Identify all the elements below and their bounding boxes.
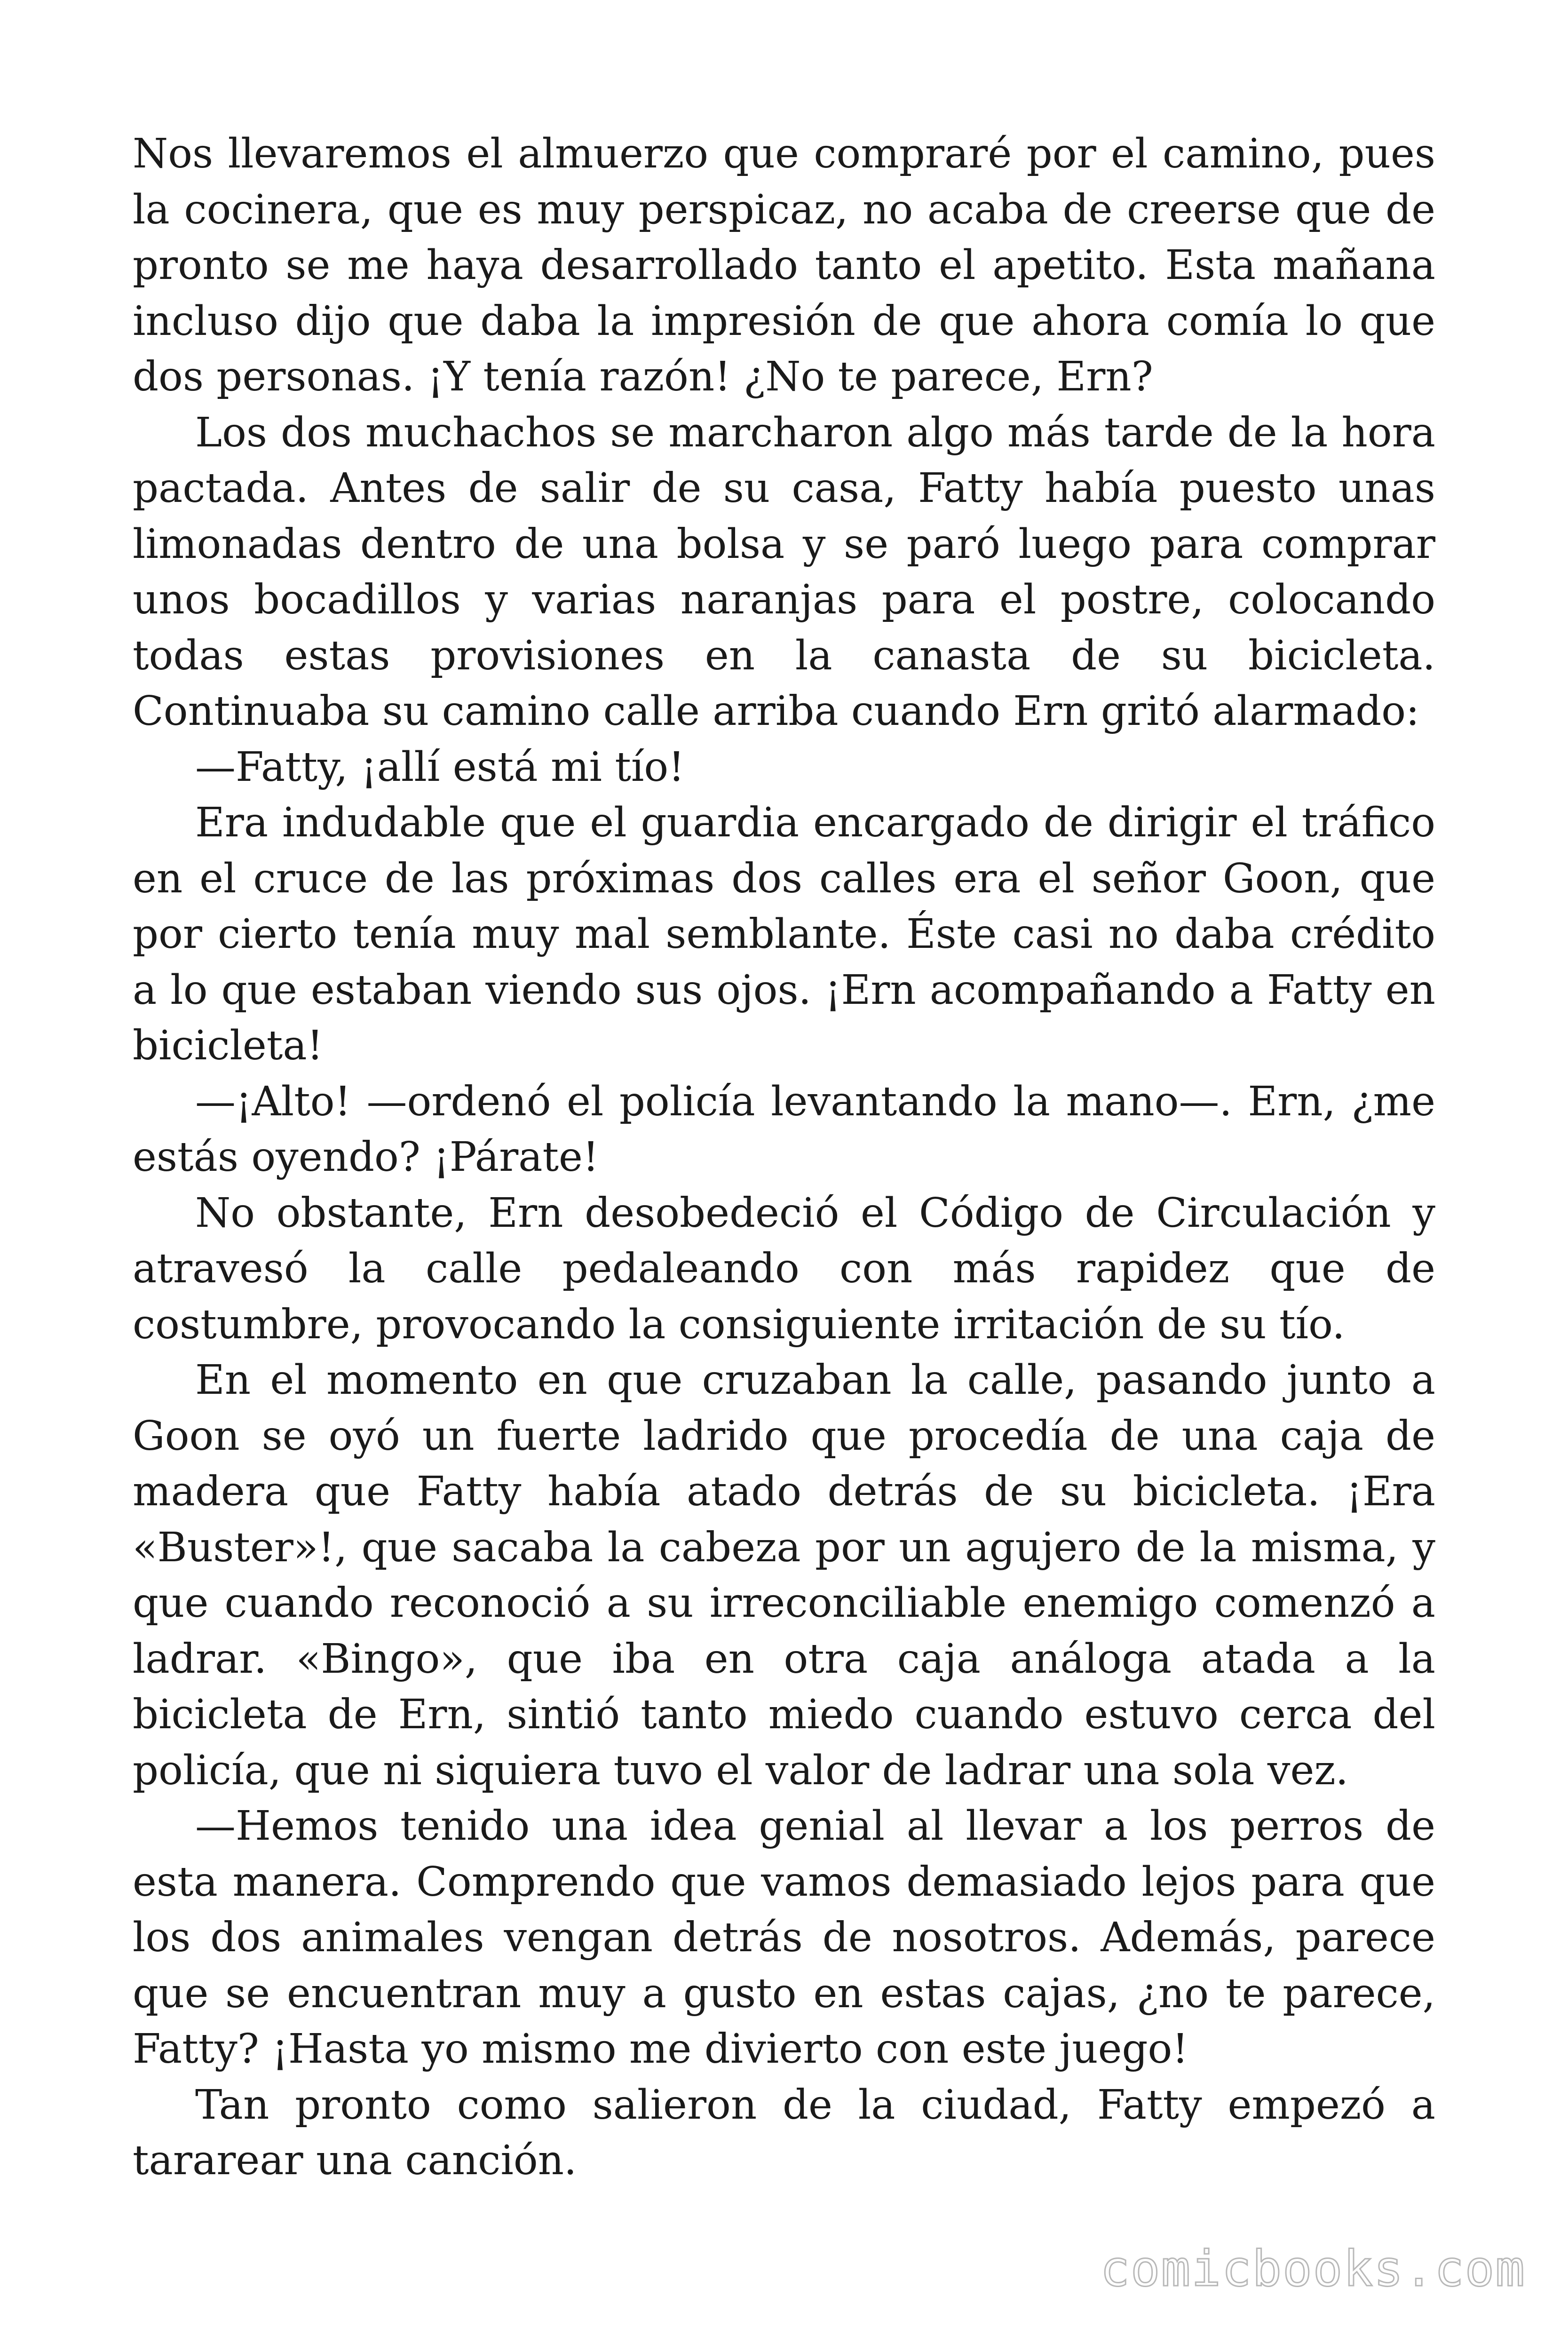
paragraph-3: —Fatty, ¡allí está mi tío! — [195, 743, 685, 791]
page-text — [133, 126, 1435, 2189]
watermark-text: comicbooks.com — [1100, 2240, 1526, 2297]
paragraph-1: Nos llevaremos el almuerzo que compraré por el camino, pues la cocinera, que es muy perspicaz, no acaba de creerse que de pronto se me haya desarrollado tanto el apetito. Esta mañana incluso dijo que daba la impresión de que ahora comía lo que dos personas. ¡Y tenía razón! ¿No te parece, Ern? — [133, 130, 1435, 400]
paragraph-5: —¡Alto! —ordenó el policía levantando la mano—. Ern, ¿me estás oyendo? ¡Párate! — [133, 1078, 1435, 1181]
paragraph-4: Era indudable que el guardia encargado de dirigir el tráfico en el cruce de las próximas dos calles era el señor Goon, que por cierto tenía muy mal semblante. Éste casi no daba crédito a lo que estaban viendo sus ojos. ¡Ern acompañando a Fatty en bicicleta! — [133, 799, 1435, 1069]
paragraph-9: Tan pronto como salieron de la ciudad, Fatty empezó a tararear una canción. — [133, 2081, 1435, 2184]
paragraph-6: No obstante, Ern desobedeció el Código de Circulación y atravesó la calle pedaleando con más rapidez que de costumbre, provocando la consiguiente irritación de su tío. — [133, 1189, 1435, 1348]
paragraph-2: Los dos muchachos se marcharon algo más tarde de la hora pactada. Antes de salir de su casa, Fatty había puesto unas limonadas dentro de una bolsa y se paró luego para comprar unos bocadillos y varias naranjas para el postre, colocando todas estas provisiones en la canasta de su bicicleta. Continuaba su camino calle arriba cuando Ern gritó alarmado: — [133, 409, 1435, 735]
paragraph-8: —Hemos tenido una idea genial al llevar a los perros de esta manera. Comprendo que vamos demasiado lejos para que los dos animales vengan detrás de nosotros. Además, parece que se encuentran muy a gusto en estas cajas, ¿no te parece, Fatty? ¡Hasta yo mismo me divierto con este juego! — [133, 1803, 1435, 2073]
paragraph-7: En el momento en que cruzaban la calle, pasando junto a Goon se oyó un fuerte ladrido que procedía de una caja de madera que Fatty había atado detrás de su bicicleta. ¡Era «Buster»!, que sacaba la cabeza por un agujero de la misma, y que cuando reconoció a su irreconciliable enemigo comenzó a ladrar. «Bingo», que iba en otra caja análoga atada a la bicicleta de Ern, sintió tanto miedo cuando estuvo cerca del policía, que ni siquiera tuvo el valor de ladrar una sola vez. — [133, 1357, 1435, 1794]
